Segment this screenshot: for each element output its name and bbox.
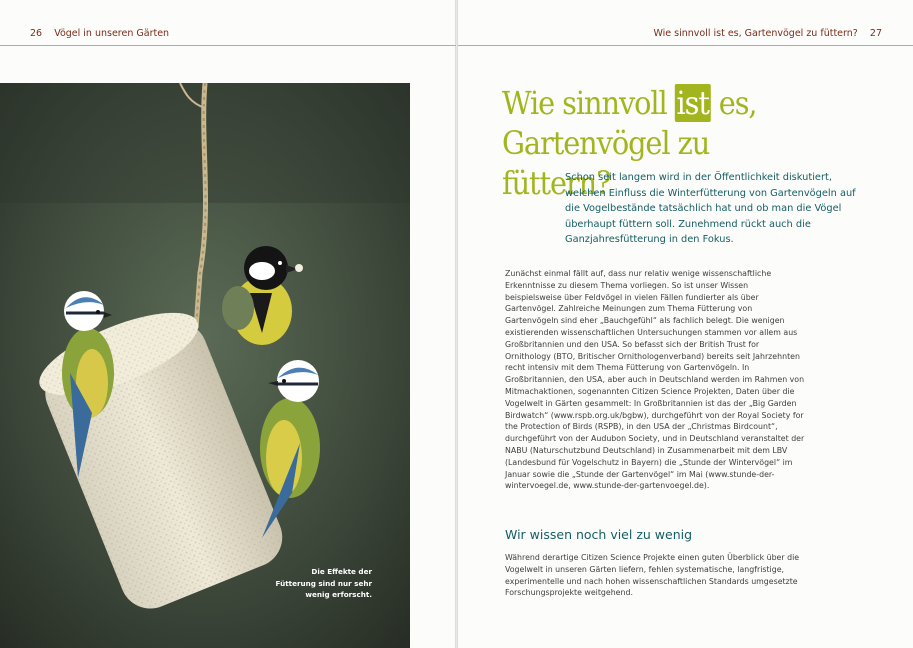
right-running-header: [653, 28, 882, 39]
body-paragraph: Zunächst einmal fällt auf, dass nur relativ wenige wissenschaftliche Erkenntnisse zu diesem Thema vorliegen. So ist unser Wissen beispielsweise über Feldvögel in vielen Fällen fundierter als über Gartenvögel. Zahlreiche Meinungen zum Thema Fütterung von Gartenvögeln sind eher „Bauchgefühl“ als fachlich belegt. Die wenigen existierenden wissenschaftlichen Untersuchungen stammen vor allem aus Großbritannien und den USA. So befasst sich der British Trust for Ornithology (BTO, Britischer Ornithologenverband) bereits seit Jahrzehnten recht intensiv mit dem Thema Fütterung von Gartenvögeln. In Großbritannien, den USA, aber auch in Deutschland werden im Rahmen von Mitmachaktionen, sogenannten Citizen Science Projekten, Daten über die Vogelwelt in Gärten gesammelt: In Großbritannien ist das der „Big Garden Birdwatch“ (www.rspb.org.uk/bgbw), durchgeführt von der Royal Society for the Protection of Birds (RSPB), in den USA der „Christmas Birdcount“, durchgeführt von der Audubon Society, und in Deutschland veranstaltet der NABU (Naturschutzbund Deutschland) in Zusammenarbeit mit dem LBV (Landesbund für Vogelschutz in Bayern) die „Stunde der Wintervögel“ im Januar sowie die „Stunde der Gartenvögel“ im Mai (www.stunde-der-wintervoegel.de, www.stunde-der-gartenvoegel.de).: [505, 269, 805, 491]
running-head-left: Vögel in unseren Gärten: [54, 28, 170, 39]
section-subheading: Wir wissen noch viel zu wenig: [505, 527, 693, 542]
body-paragraph-2: Während derartige Citizen Science Projekte einen guten Überblick über die Vogelwelt in unseren Gärten liefern, fehlen systematische, langfristige, experimentelle und nach hohen wissenschaftlichen Standards umgesetzte Forschungsprojekte weitgehend.: [505, 553, 800, 598]
book-gutter: [455, 0, 458, 648]
left-running-header: [30, 28, 169, 39]
running-head-right: Wie sinnvoll ist es, Gartenvögel zu füttern?: [653, 28, 858, 39]
header-rule-left: [0, 45, 456, 46]
title-line-2: Gartenvögel zu füttern?: [502, 124, 710, 202]
title-part-1: Wie sinnvoll: [502, 84, 675, 122]
intro-paragraph: Schon seit langem wird in der Öffentlichkeit diskutiert, welchen Einfluss die Winterfütterung von Gartenvögeln auf die Vogelbestände tatsächlich hat und ob man die Vögel überhaupt füttern soll. Zunehmend rückt auch die Ganzjahresfütterung in den Fokus.: [565, 172, 856, 245]
bird-feeder-photo: [0, 83, 410, 648]
title-part-2: es,: [710, 84, 757, 122]
page-number-right: 27: [869, 28, 882, 39]
page-number-left: 26: [30, 28, 43, 39]
photo-caption: Die Effekte der Fütterung sind nur sehr wenig erforscht.: [275, 567, 372, 599]
header-rule-right: [458, 45, 913, 46]
title-highlight: ist: [676, 84, 709, 122]
